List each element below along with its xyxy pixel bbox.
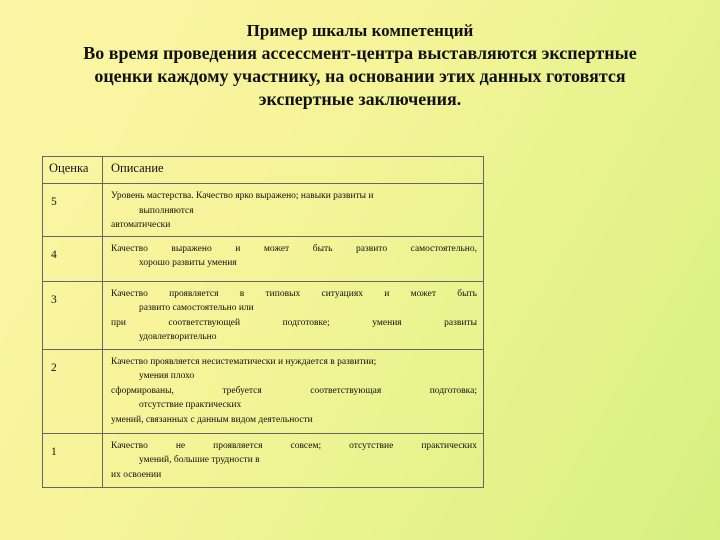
description-line: умений, связанных с данным видом деятельности	[111, 414, 313, 425]
slide-title	[40, 20, 680, 111]
description-line: сформированы, требуется соответствующая подготовка;	[111, 385, 477, 396]
description-cell	[103, 349, 484, 433]
grade-cell: 4	[43, 236, 103, 281]
table-row	[43, 281, 484, 349]
description-line: удовлетворительно	[139, 332, 217, 342]
description-cell	[103, 281, 484, 349]
description-line: умения плохо	[139, 371, 195, 381]
table-header-row	[43, 157, 484, 184]
description-cell	[103, 236, 484, 281]
competency-scale-table	[42, 156, 484, 488]
description-line: отсутствие практических	[139, 400, 242, 410]
table-row	[43, 349, 484, 433]
description-line: Качество выражено и может быть развито самостоятельно,	[111, 243, 477, 254]
grade-cell: 1	[43, 433, 103, 487]
table-row	[43, 184, 484, 237]
grade-cell: 3	[43, 281, 103, 349]
description-line: Уровень мастерства. Качество ярко выражено; навыки развиты и	[111, 191, 374, 201]
description-cell	[103, 433, 484, 487]
title-subtitle-line: оценки каждому участнику, на основании этих данных готовятся	[94, 66, 626, 86]
title-heading: Пример шкалы компетенций	[246, 21, 474, 40]
table-row	[43, 433, 484, 487]
title-subtitle-line: экспертные заключения.	[258, 89, 462, 109]
description-line: Качество не проявляется совсем; отсутствие практических	[111, 440, 477, 451]
description-line: умений, большие трудности в	[139, 455, 260, 465]
description-line: хорошо развиты умения	[139, 258, 237, 268]
description-line: Качество проявляется несистематически и нуждается в развитии;	[111, 356, 377, 367]
description-line: выполняются	[139, 205, 194, 216]
grade-column-header: Оценка	[43, 157, 103, 184]
table-row	[43, 236, 484, 281]
description-line: развито самостоятельно или	[139, 303, 254, 313]
description-line: при соответствующей подготовке; умения развиты	[111, 317, 477, 328]
description-cell	[103, 184, 484, 237]
description-line: автоматически	[111, 220, 171, 230]
description-column-header: Описание	[103, 157, 484, 184]
title-subtitle-line: Во время проведения ассессмент-центра выставляются экспертные	[83, 43, 637, 63]
description-line: Качество проявляется в типовых ситуациях и может быть	[111, 288, 477, 299]
description-line: их освоении	[111, 469, 162, 480]
grade-cell: 2	[43, 349, 103, 433]
grade-cell: 5	[43, 184, 103, 237]
